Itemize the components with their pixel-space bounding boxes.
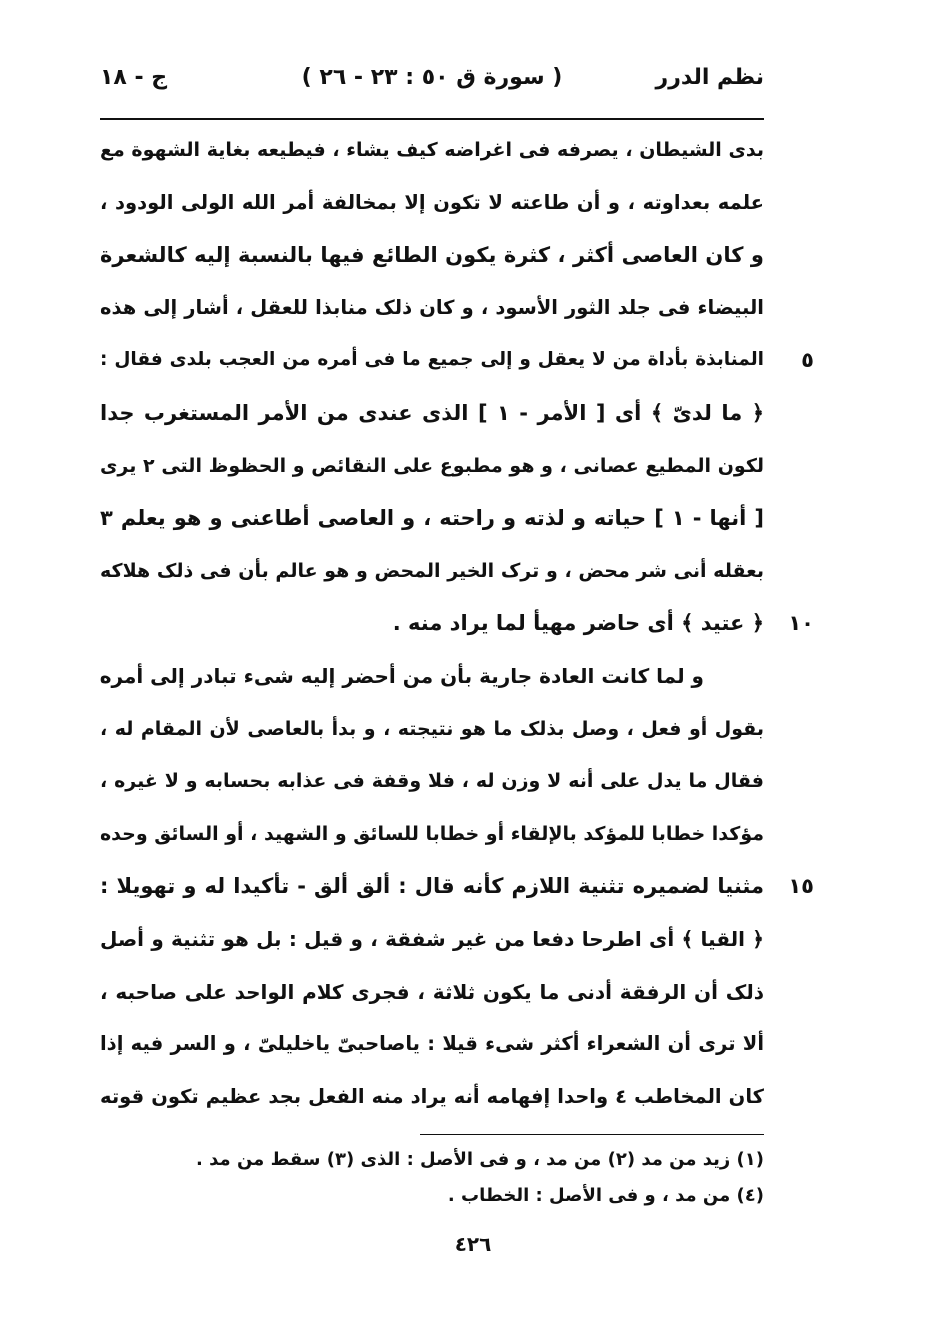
text-line: ١٠ ﴿ عتید ﴾ أی حاضر مهیأ لما یراد منه . xyxy=(100,597,764,650)
text-line: ١٥ مثنیا لضمیره تثنیة اللازم کأنه قال : ألق ألق - تأکیدا له و تهویلا : xyxy=(100,860,764,913)
text-line: لکون المطیع عصانی ، و هو مطبوع علی النقائص و الحظوظ التی ٢ یری xyxy=(100,454,765,477)
footnotes xyxy=(100,1142,764,1214)
text-line: البیضاء فی جلد الثور الأسود ، و کان ذلک منابذا للعقل ، أشار إلی هذه xyxy=(100,295,764,319)
text-line: بدی الشیطان ، یصرفه فی اغراضه کیف یشاء ، فیطیعه بغایة الشهوة مع xyxy=(100,139,764,161)
running-header xyxy=(100,58,764,98)
text-line: فقال ما یدل علی أنه لا وزن له ، فلا وقفة فی عذابه بحسابه و لا غیره ، xyxy=(100,770,764,793)
text-line: و کان العاصی أکثر ، کثرة یکون الطائع فیها بالنسبة إلیه کالشعرة xyxy=(100,243,764,268)
text-line: ألا تری أن الشعراء أکثر شیء قیلا : یاصاحبیّ یاخلیلیّ ، و السر فیه إذا xyxy=(100,1032,764,1056)
header-rule xyxy=(100,118,764,120)
line-number: ١٠ xyxy=(788,611,814,636)
footnote: (١) زید من مد (٢) من مد ، و فی الأصل : الذی (٣) سقط من مد . xyxy=(196,1149,764,1170)
line-number: ٥ xyxy=(801,348,814,373)
text-line: ٥ المنابذة بأداة من لا یعقل و إلی جمیع ما فی أمره من العجب بلدی فقال : xyxy=(100,334,764,387)
text-line: ﴿ القیا ﴾ أی اطرحا دفعا من غیر شفقة ، و قیل : بل هو تثنیة و أصل xyxy=(100,926,764,951)
text-line: مؤکدا خطابا للمؤکد بالإلقاء أو خطابا للسائق و الشهید ، أو السائق وحده xyxy=(99,822,764,845)
footnote: (٤) من مد ، و فی الأصل : الخطاب . xyxy=(447,1185,764,1206)
page-number: ٤٢٦ xyxy=(454,1232,492,1256)
text-line: ذلک أن الرفقة أدنی ما یکون ثلاثة ، فجری کلام الواحد علی صاحبه ، xyxy=(100,979,764,1004)
text-line: بعقله أنی شر محض ، و ترک الخیر المحض و هو عالم بأن فی ذلک هلاکه xyxy=(100,559,764,582)
text-line: [ أنها - ١ ] حیاته و لذته و راحته ، و العاصی أطاعنی و هو یعلم ٣ xyxy=(100,506,764,531)
text-line: بقول أو فعل ، وصل بذلک ما هو نتیجته ، و بدأ بالعاصی لأن المقام له ، xyxy=(100,717,764,740)
main-text xyxy=(99,124,814,1123)
text-line: کان المخاطب ٤ واحدا إفهامه أنه یراد منه الفعل بجد عظیم تکون قوته xyxy=(100,1084,764,1108)
text-line: علمه بعداوته ، و أن طاعته لا تکون إلا بمخالفة أمر الله الولی الودود ، xyxy=(100,190,764,214)
volume-number: ج - ١٨ xyxy=(100,65,168,90)
line-number: ١٥ xyxy=(788,874,814,899)
footnote-rule xyxy=(420,1134,764,1135)
sura-reference: ( سورة ق ٥٠ : ٢٣ - ٢٦ ) xyxy=(301,65,563,90)
book-title: نظم الدرر xyxy=(655,65,764,90)
text-line: و لما کانت العادة جاریة بأن من أحضر إلیه شیء تبادر إلی أمره xyxy=(99,663,704,688)
text-line: ﴿ ما لدیّ ﴾ أی [ الأمر - ١ ] الذی عندی من الأمر المستغرب جدا xyxy=(100,400,764,425)
